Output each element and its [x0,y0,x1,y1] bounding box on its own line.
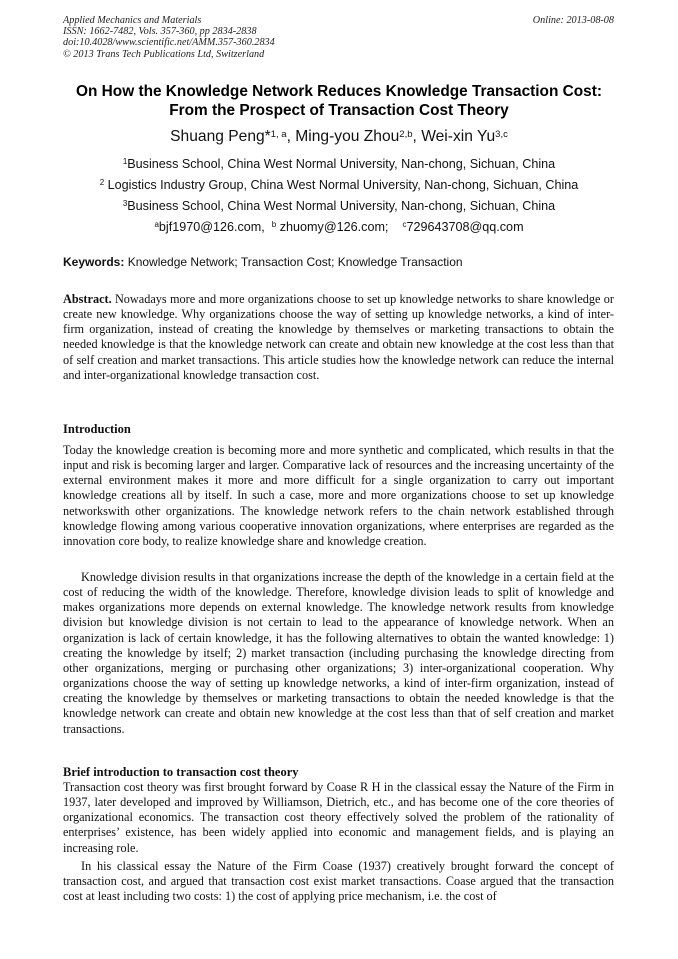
paragraph: Today the knowledge creation is becoming more and more synthetic and complicated, which results in that the input and risk is becoming larger and larger. Comparative lack of resources and the increasing uncertainty of the external environment makes it more and more difficult for a single organization to carry out important knowledge creations all by itself. In such a case, more and more organizations choose to set up knowledge networkswith other organizations. The knowledge network refers to the chain network established through knowledge flowing among various cooperative innovation organizations, where enterprises are regarded as the innovation core body, to realize knowledge share and knowledge creation. [63,443,614,548]
abstract-label: Abstract. [63,292,112,306]
email-address: bjf1970@126.com, [158,220,265,234]
issn-line: ISSN: 1662-7482, Vols. 357-360, pp 2834-2838 [63,26,257,38]
affiliation-mark: 2 [99,178,105,187]
paragraph-text: In his classical essay the Nature of the Firm Coase (1937) creatively brought forward the concept of transaction cost, and argued that transaction cost exist market transactions. Coase argued that the transaction cost at least including two costs: 1) the cost of applying price mechanism, i.e. the cost of [63,859,614,904]
author-name: Shuang Peng* [170,128,271,145]
author-separator: , [286,128,296,145]
journal-header [63,15,275,60]
paragraph [63,570,614,737]
author-name: Ming-you Zhou [295,128,400,145]
affiliation [30,156,648,172]
paragraph-text: Knowledge division results in that organizations increase the depth of the knowledge in a certain field at the cost of reducing the width of the knowledge. Therefore, knowledge division leads to split of knowledge and makes organizations more depends on external knowledge. The knowledge network results from knowledge division but knowledge division is not certain to lead to the appearance of knowledge network. When an organization is lack of certain knowledge, it has the following alternatives to obtain the wanted knowledge: 1) creating the knowledge by itself; 2) market transaction (including purchasing the knowledge directing from other organizations, merging or purchasing other organizations; 3) inter-organizational cooperation. Why organizations choose the way of setting up knowledge networks, a kind of inter-firm organization, instead of creating the knowledge by themselves or marketing transactions to obtain the needed knowledge is that the knowledge network can create and obtain new knowledge at the cost less than that of self creation and market transactions. [63,570,614,736]
affiliation-text: Business School, China West Normal University, Nan-chong, Sichuan, China [127,157,556,171]
copyright-line: © 2013 Trans Tech Publications Ltd, Switzerland [63,48,265,60]
author-separator: , [412,128,422,145]
paper-title [40,82,638,120]
affiliation-mark: 3 [122,199,128,208]
affiliation [30,177,648,193]
title-line-2: From the Prospect of Transaction Cost Theory [169,102,509,119]
author-list [30,127,648,147]
affiliation-text: Business School, China West Normal University, Nan-chong, Sichuan, China [127,199,556,213]
paragraph [63,859,614,904]
paragraph: Transaction cost theory was first brought forward by Coase R H in the classical essay the Nature of the Firm in 1937, later developed and improved by Williamson, Dietrich, etc., and has become one of the core theories of organizational economics. The transaction cost theory effectively solved the problem of the rationality of enterprises’ existence, has been widely applied into economic and management fields, and is playing an increasing role. [63,780,614,855]
email-mark: a [154,220,159,229]
section-heading-introduction: Introduction [63,422,131,436]
author-name: Wei-xin Yu [421,128,496,145]
keywords-text: Knowledge Network; Transaction Cost; Knowledge Transaction [124,255,463,269]
author-affiliation-mark: 2,b [399,129,413,140]
online-date: Online: 2013-08-08 [532,15,614,26]
email-mark: c [402,220,407,229]
keywords [63,255,463,270]
email-mark: b [271,220,277,229]
affiliation-text: Logistics Industry Group, China West Normal University, Nan-chong, Sichuan, China [104,178,579,192]
journal-name: Applied Mechanics and Materials [63,15,202,26]
author-affiliation-mark: 3,c [495,129,508,140]
section-heading-transaction-cost: Brief introduction to transaction cost theory [63,765,299,779]
abstract-text: Nowadays more and more organizations choose to set up knowledge networks to share knowledge or create new knowledge. Why organizations choose the way of setting up knowledge networks, a kind of inter-firm organization, instead of creating the knowledge by themselves or marketing transactions to obtain the needed knowledge is that the knowledge network can create and obtain new knowledge at the cost less than that of self creation and market transactions. This article studies how the knowledge network can reduce the internal and inter-organizational knowledge transaction cost. [63,292,614,382]
title-line-1: On How the Knowledge Network Reduces Knowledge Transaction Cost: [76,83,602,100]
keywords-label: Keywords: [63,255,125,269]
abstract [63,292,614,383]
doi-line: doi:10.4028/www.scientific.net/AMM.357-360.2834 [63,37,275,49]
author-emails [30,219,648,235]
affiliation-mark: 1 [122,157,128,166]
author-affiliation-mark: 1, a [270,129,287,140]
email-address: 729643708@qq.com [406,220,524,234]
email-address: zhuomy@126.com; [276,220,389,234]
affiliation [30,198,648,214]
